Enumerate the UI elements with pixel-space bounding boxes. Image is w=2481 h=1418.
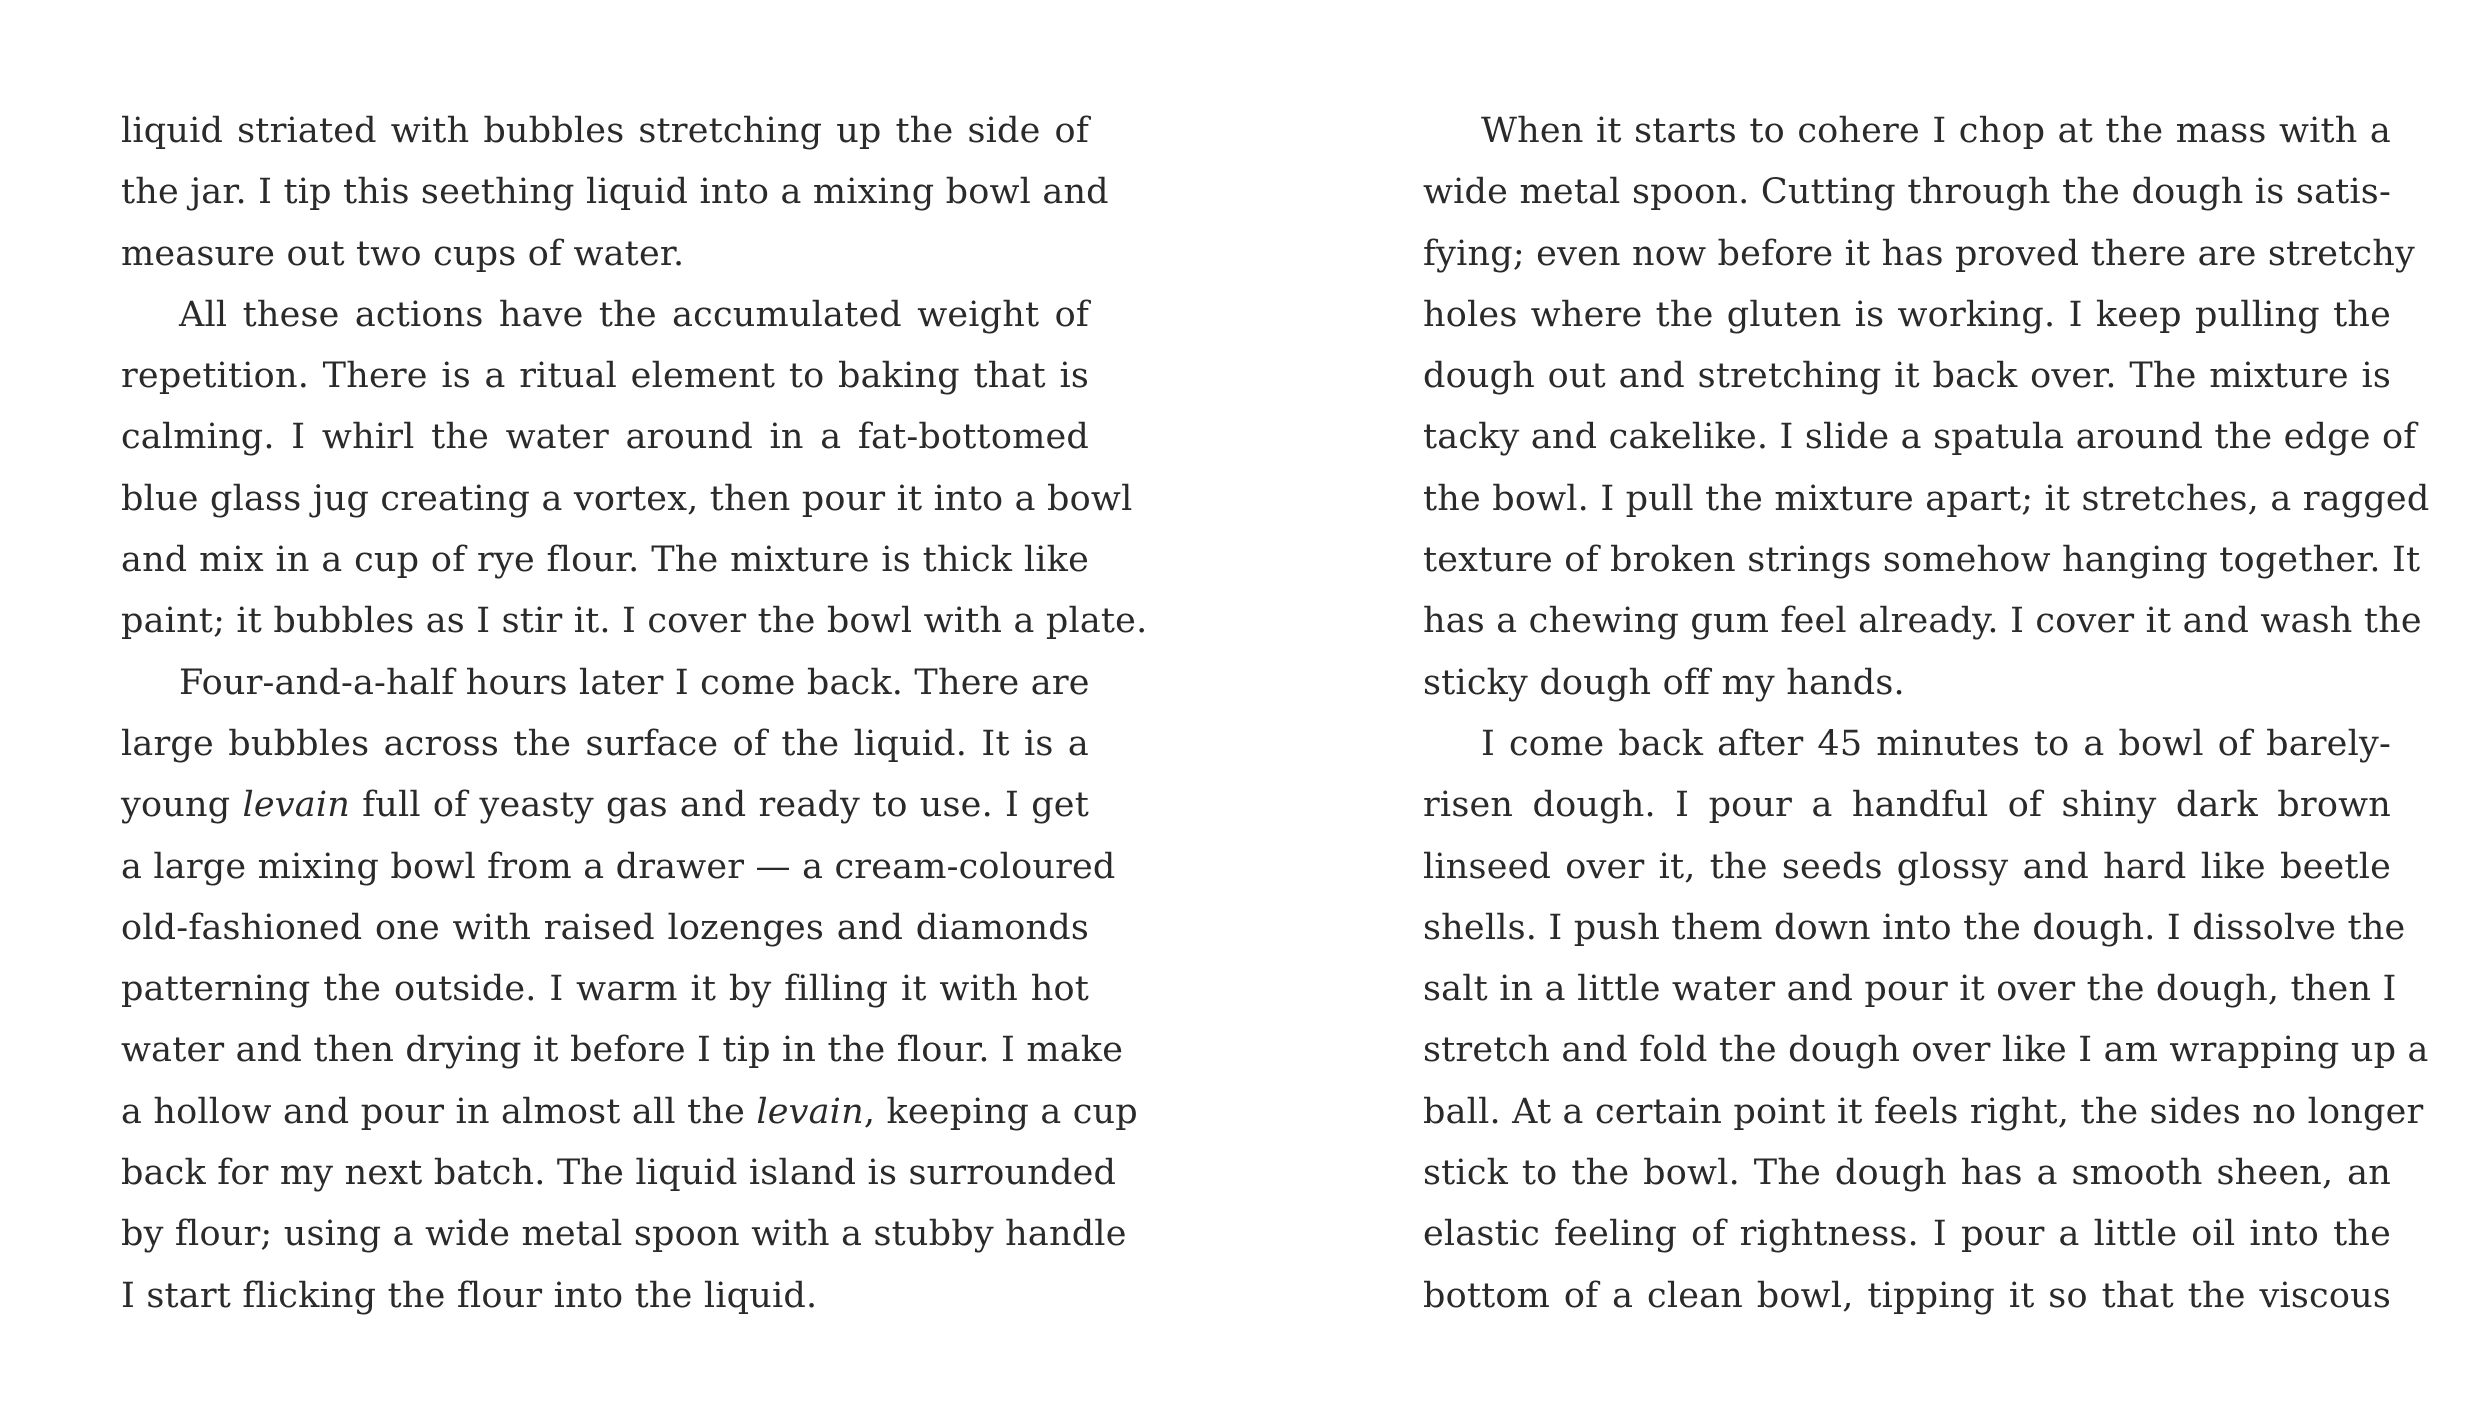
text-line: risen dough. I pour a handful of shiny dark brown	[1423, 785, 2391, 826]
text-line: stick to the bowl. The dough has a smooth sheen, an	[1423, 1153, 2391, 1194]
text-line: paint; it bubbles as I stir it. I cover the bowl with a plate.	[121, 601, 1148, 642]
text-segment: young	[121, 785, 243, 826]
text-line: old-fashioned one with raised lozenges and diamonds	[121, 907, 1089, 948]
text-segment: a hollow and pour in almost all the	[121, 1091, 757, 1132]
text-line: back for my next batch. The liquid island is surrounded	[121, 1153, 1117, 1194]
text-line: sticky dough off my hands.	[1423, 662, 1905, 703]
text-line: shells. I push them down into the dough. I dissolve the	[1423, 907, 2406, 948]
text-line: tacky and cakelike. I slide a spatula around the edge of	[1423, 417, 2417, 458]
text-line: the bowl. I pull the mixture apart; it stretches, a ragged	[1423, 478, 2430, 519]
text-line: liquid striated with bubbles stretching up the side of	[121, 111, 1089, 151]
text-line: large bubbles across the surface of the liquid. It is a	[121, 723, 1089, 764]
right-page	[1423, 101, 2430, 1327]
text-line: and mix in a cup of rye flour. The mixture is thick like	[121, 540, 1089, 581]
text-line: texture of broken strings somehow hanging together. It	[1423, 540, 2421, 581]
text-line: by flour; using a wide metal spoon with a stubby handle	[121, 1214, 1127, 1255]
text-line	[121, 775, 1089, 836]
left-page	[121, 101, 1148, 1327]
text-line: fying; even now before it has proved there are stretchy	[1423, 233, 2415, 274]
text-line: measure out two cups of water.	[121, 233, 685, 274]
text-line: bottom of a clean bowl, tipping it so that the viscous	[1423, 1275, 2391, 1316]
text-line: water and then drying it before I tip in the flour. I make	[121, 1030, 1124, 1071]
paragraph-start-line: All these actions have the accumulated weight of	[179, 294, 1089, 335]
italic-term: levain	[756, 1091, 864, 1132]
text-line: calming. I whirl the water around in a fat-bottomed	[121, 417, 1089, 458]
text-line: stretch and fold the dough over like I am wrapping up a	[1423, 1030, 2429, 1071]
text-line	[121, 1082, 1138, 1143]
paragraph-start-line: Four-and-a-half hours later I come back. There are	[179, 662, 1090, 703]
text-line: blue glass jug creating a vortex, then pour it into a bowl	[121, 478, 1133, 519]
text-line: holes where the gluten is working. I keep pulling the	[1423, 294, 2391, 335]
paragraph-start-line: I come back after 45 minutes to a bowl of barely-	[1481, 723, 2391, 764]
text-line: patterning the outside. I warm it by filling it with hot	[121, 969, 1089, 1010]
text-line: I start flicking the flour into the liquid.	[121, 1275, 818, 1316]
paragraph-start-line: When it starts to cohere I chop at the mass with a	[1481, 111, 2391, 151]
text-line: the jar. I tip this seething liquid into a mixing bowl and	[121, 172, 1109, 213]
text-segment: , keeping a cup	[863, 1091, 1138, 1132]
text-line: a large mixing bowl from a drawer — a cream-coloured	[121, 846, 1116, 887]
text-line: has a chewing gum feel already. I cover it and wash the	[1423, 601, 2422, 642]
text-line: repetition. There is a ritual element to baking that is	[121, 356, 1089, 397]
text-line: wide metal spoon. Cutting through the dough is satis-	[1423, 172, 2391, 213]
text-line: dough out and stretching it back over. The mixture is	[1423, 356, 2391, 397]
text-line: ball. At a certain point it feels right, the sides no longer	[1423, 1091, 2424, 1132]
italic-term: levain	[242, 785, 350, 826]
text-line: elastic feeling of rightness. I pour a little oil into the	[1423, 1214, 2391, 1255]
text-line: salt in a little water and pour it over the dough, then I	[1423, 969, 2397, 1010]
text-segment: full of yeasty gas and ready to use. I get	[349, 785, 1089, 826]
text-line: linseed over it, the seeds glossy and hard like beetle	[1423, 846, 2391, 887]
